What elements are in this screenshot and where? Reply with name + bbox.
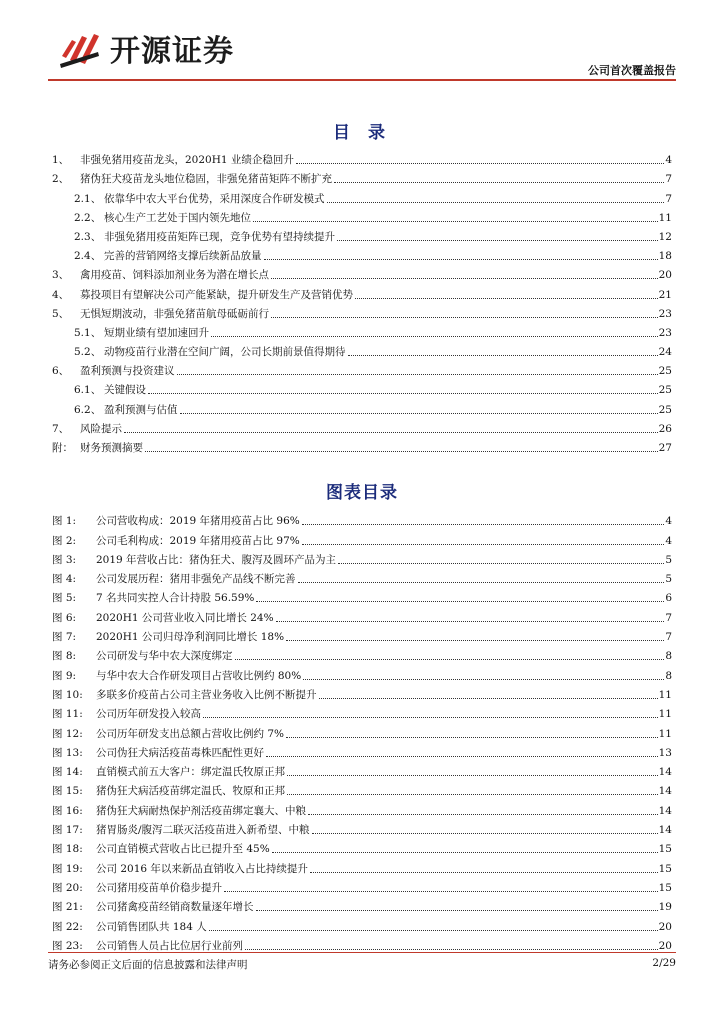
entry-page-number: 7 bbox=[665, 173, 672, 186]
dot-leader bbox=[337, 240, 658, 241]
entry-page-number: 14 bbox=[658, 804, 672, 817]
figure-entry[interactable] bbox=[52, 914, 672, 933]
entry-page-number: 8 bbox=[665, 650, 672, 663]
figure-entry[interactable] bbox=[52, 779, 672, 798]
entry-title: 公司发展历程：猪用非强免产品线不断完善 bbox=[96, 573, 296, 586]
figure-entry[interactable] bbox=[52, 509, 672, 528]
entry-title: 2020H1 公司归母净利润同比增长 18% bbox=[96, 631, 285, 644]
entry-page-number: 8 bbox=[665, 669, 672, 682]
figure-entry[interactable] bbox=[52, 741, 672, 760]
dot-leader bbox=[209, 930, 658, 931]
entry-title: 猪伪狂犬病活疫苗绑定温氏、牧原和正邦 bbox=[96, 785, 285, 798]
entry-title: 2019 年营收占比：猪伪狂犬、腹泻及圆环产品为主 bbox=[96, 553, 337, 566]
entry-page-number: 14 bbox=[658, 785, 672, 798]
entry-page-number: 11 bbox=[658, 211, 672, 224]
entry-page-number: 26 bbox=[658, 422, 672, 435]
figure-list bbox=[52, 509, 672, 953]
entry-title: 多联多价疫苗占公司主营业务收入比例不断提升 bbox=[96, 688, 317, 701]
entry-page-number: 23 bbox=[658, 307, 672, 320]
entry-title: 禽用疫苗、饲料添加剂业务为潜在增长点 bbox=[80, 269, 269, 282]
entry-number: 2.4、 bbox=[74, 250, 102, 263]
entry-number: 3、 bbox=[52, 269, 70, 282]
entry-title: 短期业绩有望加速回升 bbox=[104, 326, 209, 339]
entry-title: 猪伪狂犬疫苗龙头地位稳固，非强免猪苗矩阵不断扩充 bbox=[80, 173, 332, 186]
entry-number: 图 2: bbox=[52, 534, 77, 547]
entry-number: 图 5: bbox=[52, 592, 77, 605]
toc-entry[interactable] bbox=[52, 282, 672, 301]
figure-entry[interactable] bbox=[52, 644, 672, 663]
toc-entry[interactable] bbox=[52, 206, 672, 225]
entry-title: 非强免猪用疫苗龙头，2020H1 业绩企稳回升 bbox=[80, 154, 294, 167]
entry-page-number: 25 bbox=[658, 365, 672, 378]
toc-entry[interactable] bbox=[52, 359, 672, 378]
dot-leader bbox=[266, 756, 658, 757]
toc-entry[interactable] bbox=[52, 148, 672, 167]
entry-title: 动物疫苗行业潜在空间广阔，公司长期前景值得期待 bbox=[104, 346, 346, 359]
entry-page-number: 20 bbox=[658, 269, 672, 282]
entry-title: 风险提示 bbox=[80, 422, 122, 435]
entry-title: 猪胃肠炎/腹泻二联灭活疫苗进入新希望、中粮 bbox=[96, 824, 310, 837]
entry-number: 图 22: bbox=[52, 920, 83, 933]
entry-title: 公司销售人员占比位居行业前列 bbox=[96, 939, 243, 952]
entry-title: 7 名共同实控人合计持股 56.59% bbox=[96, 592, 255, 605]
entry-page-number: 20 bbox=[658, 939, 672, 952]
dot-leader bbox=[286, 737, 658, 738]
entry-page-number: 12 bbox=[658, 230, 672, 243]
entry-number: 4、 bbox=[52, 288, 70, 301]
entry-title: 财务预测摘要 bbox=[80, 442, 143, 454]
entry-title: 公司研发与华中农大深度绑定 bbox=[96, 650, 233, 663]
entry-number: 图 16: bbox=[52, 804, 83, 817]
dot-leader bbox=[334, 182, 664, 183]
entry-page-number: 18 bbox=[658, 250, 672, 263]
dot-leader bbox=[303, 679, 664, 680]
entry-number: 图 6: bbox=[52, 611, 77, 624]
entry-page-number: 4 bbox=[665, 515, 672, 528]
figure-list-title: 图表目录 bbox=[326, 483, 398, 503]
figure-entry[interactable] bbox=[52, 837, 672, 856]
entry-page-number: 14 bbox=[658, 824, 672, 837]
entry-number: 图 23: bbox=[52, 939, 83, 952]
dot-leader bbox=[203, 717, 658, 718]
entry-number: 6、 bbox=[52, 365, 70, 378]
entry-number: 图 7: bbox=[52, 631, 77, 644]
toc-entry[interactable] bbox=[52, 186, 672, 205]
entry-number: 2.2、 bbox=[74, 211, 102, 224]
entry-title: 无惧短期波动，非强免猪苗航母砥砺前行 bbox=[80, 307, 269, 320]
dot-leader bbox=[302, 524, 665, 525]
entry-number: 图 10: bbox=[52, 688, 83, 701]
entry-page-number: 23 bbox=[658, 326, 672, 339]
entry-title: 直销模式前五大客户：绑定温氏牧原正邦 bbox=[96, 766, 285, 779]
entry-page-number: 15 bbox=[658, 881, 672, 894]
figure-entry[interactable] bbox=[52, 856, 672, 875]
entry-page-number: 5 bbox=[665, 553, 672, 566]
entry-number: 2.3、 bbox=[74, 230, 102, 243]
toc-entry[interactable] bbox=[52, 397, 672, 416]
entry-number: 图 3: bbox=[52, 553, 77, 566]
entry-page-number: 25 bbox=[658, 403, 672, 416]
entry-number: 6.1、 bbox=[74, 384, 102, 397]
entry-title: 盈利预测与估值 bbox=[104, 403, 178, 416]
entry-page-number: 4 bbox=[665, 154, 672, 167]
toc-entry[interactable] bbox=[52, 436, 672, 455]
dot-leader bbox=[177, 374, 658, 375]
dot-leader bbox=[338, 563, 664, 564]
dot-leader bbox=[145, 451, 658, 452]
entry-number: 图 14: bbox=[52, 766, 83, 779]
entry-number: 7、 bbox=[52, 422, 70, 435]
entry-title: 募投项目有望解决公司产能紧缺，提升研发生产及营销优势 bbox=[80, 288, 353, 301]
entry-page-number: 11 bbox=[658, 688, 672, 701]
toc-entry[interactable] bbox=[52, 417, 672, 436]
figure-entry[interactable] bbox=[52, 934, 672, 953]
footer-divider bbox=[48, 952, 676, 953]
entry-page-number: 13 bbox=[658, 746, 672, 759]
dot-leader bbox=[148, 393, 658, 394]
figure-entry[interactable] bbox=[52, 567, 672, 586]
entry-title: 公司历年研发支出总额占营收比例约 7% bbox=[96, 727, 284, 740]
dot-leader bbox=[355, 298, 658, 299]
figure-entry[interactable] bbox=[52, 721, 672, 740]
entry-number: 5.2、 bbox=[74, 346, 102, 359]
dot-leader bbox=[235, 659, 665, 660]
entry-number: 图 18: bbox=[52, 843, 83, 856]
dot-leader bbox=[308, 814, 658, 815]
dot-leader bbox=[271, 317, 658, 318]
toc-entry[interactable] bbox=[52, 302, 672, 321]
entry-page-number: 7 bbox=[665, 192, 672, 205]
figure-entry[interactable] bbox=[52, 702, 672, 721]
entry-number: 图 21: bbox=[52, 901, 83, 914]
entry-page-number: 20 bbox=[658, 920, 672, 933]
entry-page-number: 5 bbox=[665, 573, 672, 586]
kaiyuan-logo-icon bbox=[58, 26, 102, 70]
figure-entry[interactable] bbox=[52, 683, 672, 702]
entry-page-number: 25 bbox=[658, 384, 672, 397]
page-number: 2/29 bbox=[652, 957, 676, 969]
dot-leader bbox=[302, 544, 665, 545]
dot-leader bbox=[272, 852, 658, 853]
entry-page-number: 19 bbox=[658, 901, 672, 914]
entry-number: 图 20: bbox=[52, 881, 83, 894]
toc-entry[interactable] bbox=[52, 167, 672, 186]
entry-number: 图 19: bbox=[52, 862, 83, 875]
company-logo bbox=[58, 26, 234, 70]
dot-leader bbox=[211, 336, 658, 337]
entry-page-number: 11 bbox=[658, 708, 672, 721]
entry-number: 1、 bbox=[52, 154, 70, 167]
toc-list bbox=[52, 148, 672, 455]
entry-number: 2、 bbox=[52, 173, 70, 186]
entry-title: 公司直销模式营收占比已提升至 45% bbox=[96, 843, 270, 856]
entry-page-number: 7 bbox=[665, 631, 672, 644]
dot-leader bbox=[298, 582, 665, 583]
figure-entry[interactable] bbox=[52, 625, 672, 644]
dot-leader bbox=[327, 202, 665, 203]
dot-leader bbox=[310, 872, 658, 873]
toc-entry[interactable] bbox=[52, 244, 672, 263]
entry-number: 2.1、 bbox=[74, 192, 102, 205]
entry-page-number: 11 bbox=[658, 727, 672, 740]
dot-leader bbox=[245, 949, 658, 950]
report-type-label: 公司首次覆盖报告 bbox=[588, 64, 676, 77]
entry-number: 图 4: bbox=[52, 573, 77, 586]
entry-page-number: 15 bbox=[658, 843, 672, 856]
dot-leader bbox=[264, 259, 658, 260]
figure-entry[interactable] bbox=[52, 895, 672, 914]
dot-leader bbox=[124, 432, 658, 433]
entry-title: 完善的营销网络支撑后续新品放量 bbox=[104, 250, 262, 263]
dot-leader bbox=[224, 891, 658, 892]
entry-page-number: 14 bbox=[658, 766, 672, 779]
page-header bbox=[48, 18, 676, 80]
dot-leader bbox=[256, 910, 658, 911]
company-name: 开源证券 bbox=[110, 34, 234, 69]
figure-entry[interactable] bbox=[52, 876, 672, 895]
dot-leader bbox=[256, 601, 664, 602]
entry-number: 图 1: bbox=[52, 515, 77, 528]
dot-leader bbox=[287, 775, 658, 776]
entry-title: 关键假设 bbox=[104, 384, 146, 397]
entry-number: 图 13: bbox=[52, 746, 83, 759]
figure-entry[interactable] bbox=[52, 548, 672, 567]
dot-leader bbox=[271, 278, 658, 279]
toc-entry[interactable] bbox=[52, 340, 672, 359]
entry-page-number: 27 bbox=[658, 442, 672, 454]
entry-number: 图 15: bbox=[52, 785, 83, 798]
entry-number: 图 8: bbox=[52, 650, 77, 663]
entry-number: 图 12: bbox=[52, 727, 83, 740]
toc-title: 目 录 bbox=[333, 123, 391, 143]
figure-entry[interactable] bbox=[52, 586, 672, 605]
entry-number: 6.2、 bbox=[74, 403, 102, 416]
figure-entry[interactable] bbox=[52, 760, 672, 779]
footer-disclaimer: 请务必参阅正文后面的信息披露和法律声明 bbox=[48, 959, 248, 971]
dot-leader bbox=[319, 698, 658, 699]
toc-entry[interactable] bbox=[52, 263, 672, 282]
entry-title: 公司 2016 年以来新品直销收入占比持续提升 bbox=[96, 862, 308, 875]
toc-entry[interactable] bbox=[52, 225, 672, 244]
entry-title: 核心生产工艺处于国内领先地位 bbox=[104, 211, 251, 224]
figure-entry[interactable] bbox=[52, 663, 672, 682]
entry-page-number: 6 bbox=[665, 592, 672, 605]
entry-number: 5.1、 bbox=[74, 326, 102, 339]
dot-leader bbox=[348, 355, 658, 356]
entry-title: 公司毛利构成：2019 年猪用疫苗占比 97% bbox=[96, 534, 300, 547]
entry-page-number: 24 bbox=[658, 346, 672, 359]
dot-leader bbox=[180, 413, 658, 414]
figure-entry[interactable] bbox=[52, 605, 672, 624]
toc-entry[interactable] bbox=[52, 378, 672, 397]
entry-title: 猪伪狂犬病耐热保护剂活疫苗绑定襄大、中粮 bbox=[96, 804, 306, 817]
entry-title: 2020H1 公司营业收入同比增长 24% bbox=[96, 611, 274, 624]
entry-title: 与华中农大合作研发项目占营收比例约 80% bbox=[96, 669, 302, 682]
entry-page-number: 21 bbox=[658, 288, 672, 301]
dot-leader bbox=[253, 221, 658, 222]
toc-entry[interactable] bbox=[52, 321, 672, 340]
dot-leader bbox=[286, 640, 664, 641]
dot-leader bbox=[287, 794, 658, 795]
entry-title: 公司猪禽疫苗经销商数量逐年增长 bbox=[96, 901, 254, 914]
entry-page-number: 4 bbox=[665, 534, 672, 547]
header-divider bbox=[48, 79, 676, 81]
entry-page-number: 7 bbox=[665, 611, 672, 624]
entry-title: 非强免猪用疫苗矩阵已现，竞争优势有望持续提升 bbox=[104, 230, 335, 243]
entry-title: 公司销售团队共 184 人 bbox=[96, 920, 207, 933]
entry-number: 5、 bbox=[52, 307, 70, 320]
entry-number: 图 17: bbox=[52, 824, 83, 837]
entry-number: 图 11: bbox=[52, 708, 83, 721]
dot-leader bbox=[296, 163, 664, 164]
entry-title: 公司营收构成：2019 年猪用疫苗占比 96% bbox=[96, 515, 300, 528]
dot-leader bbox=[276, 621, 665, 622]
entry-title: 公司猪用疫苗单价稳步提升 bbox=[96, 881, 222, 894]
dot-leader bbox=[312, 833, 658, 834]
entry-number: 图 9: bbox=[52, 669, 77, 682]
entry-number: 附： bbox=[52, 442, 73, 454]
entry-title: 公司伪狂犬病活疫苗毒株匹配性更好 bbox=[96, 746, 264, 759]
entry-title: 公司历年研发投入较高 bbox=[96, 708, 201, 721]
figure-entry[interactable] bbox=[52, 528, 672, 547]
figure-entry[interactable] bbox=[52, 818, 672, 837]
entry-title: 依靠华中农大平台优势，采用深度合作研发模式 bbox=[104, 192, 325, 205]
entry-title: 盈利预测与投资建议 bbox=[80, 365, 175, 378]
entry-page-number: 15 bbox=[658, 862, 672, 875]
figure-entry[interactable] bbox=[52, 798, 672, 817]
